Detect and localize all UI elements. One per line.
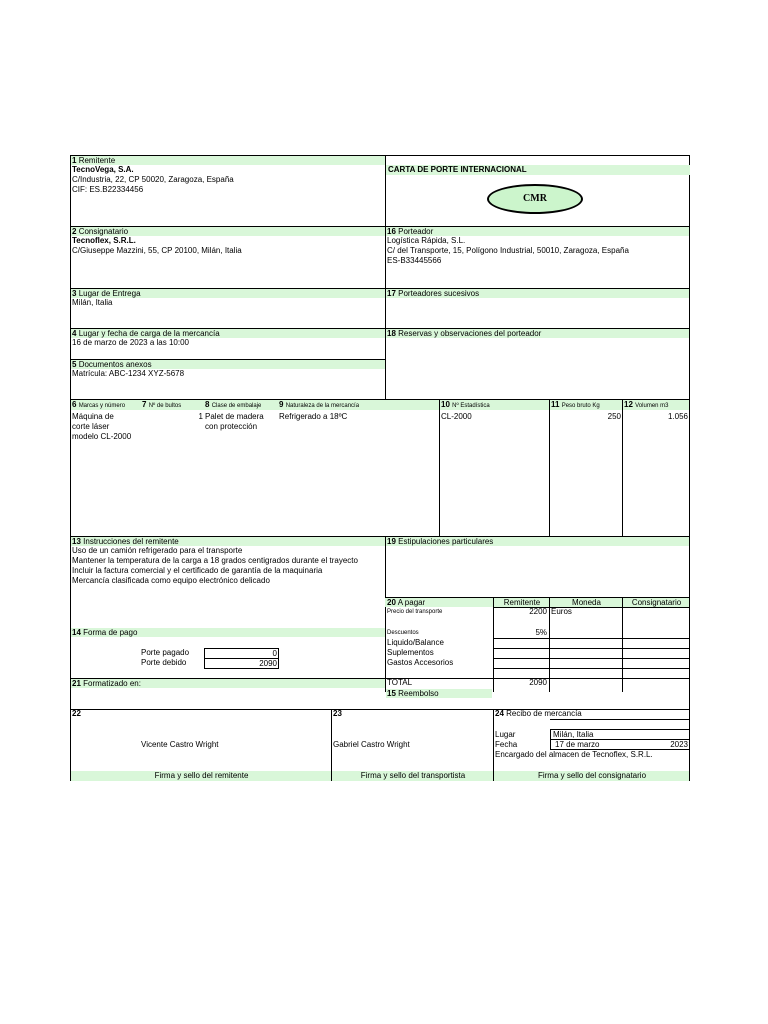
successive-num: 17 xyxy=(387,289,396,298)
goods-weight: 250 xyxy=(607,412,621,421)
stipulations-num: 19 xyxy=(387,537,396,546)
reimbursement-label: Reembolso xyxy=(398,689,439,698)
delivery-num: 3 xyxy=(72,289,77,298)
instructions-label: Instrucciones del remitente xyxy=(83,537,179,546)
h11-label: Peso bruto Kg xyxy=(561,403,600,409)
h10-label: Nº Estadística xyxy=(452,403,490,409)
place-label: Lugar xyxy=(495,730,516,739)
divider xyxy=(71,709,689,710)
row-supplements-label: Suplementos xyxy=(387,648,434,657)
h12-num: 12 xyxy=(624,400,633,409)
sig24-label: Recibo de mercancía xyxy=(506,709,582,718)
payment-header xyxy=(386,598,425,607)
consignee-num: 2 xyxy=(72,227,77,236)
carrier-address: C/ del Transporte, 15, Polígono Industrial, 50010, Zaragoza, España xyxy=(387,246,629,255)
h9-num: 9 xyxy=(279,400,284,409)
stipulations-label: Estipulaciones particulares xyxy=(398,537,494,546)
divider xyxy=(549,400,550,536)
goods-volume: 1.056 xyxy=(667,412,688,421)
divider xyxy=(439,400,440,536)
sig22-num: 22 xyxy=(72,709,81,718)
divider xyxy=(550,719,689,720)
reservations-header xyxy=(385,329,689,338)
divider xyxy=(385,338,386,399)
delivery-header xyxy=(71,289,385,298)
documents-value: Matrícula: ABC-1234 XYZ-5678 xyxy=(72,369,185,378)
discount-value: 5% xyxy=(535,628,547,637)
consignee-address: C/Giuseppe Mazzini, 55, CP 20100, Milán, Italia xyxy=(72,246,242,255)
goods-header-10 xyxy=(440,400,490,409)
payment-num: 20 xyxy=(387,598,396,607)
successive-label: Porteadores sucesivos xyxy=(398,289,480,298)
loading-value: 16 de marzo de 2023 a las 10:00 xyxy=(72,338,189,347)
delivery-label: Lugar de Entrega xyxy=(78,289,141,298)
sender-signer-name: Vicente Castro Wright xyxy=(141,740,219,749)
price-currency: Euros xyxy=(551,607,572,616)
divider xyxy=(493,648,689,649)
h7-label: Nº de bultos xyxy=(148,403,182,409)
goods-packing-line2: con protección xyxy=(205,422,258,431)
cmr-badge: CMR xyxy=(487,184,583,214)
h12-label: Volumen m3 xyxy=(635,403,669,409)
sender-address: C/Industria, 22, CP 50020, Zaragoza, España xyxy=(72,175,234,184)
reimbursement-num: 15 xyxy=(387,689,396,698)
consignee-name: Tecnoflex, S.R.L. xyxy=(72,236,136,245)
col-currency: Moneda xyxy=(572,598,601,607)
total-value: 2090 xyxy=(529,678,547,687)
sender-label: Remitente xyxy=(78,156,116,165)
h11-num: 11 xyxy=(551,400,560,409)
carrier-id: ES-B33445566 xyxy=(387,256,442,265)
carrier-name: Logística Rápida, S.L. xyxy=(387,236,466,245)
formalized-header xyxy=(71,679,385,688)
instructions-header xyxy=(71,537,385,546)
sig24-header xyxy=(495,709,582,719)
instructions-line1: Uso de un camión refrigerado para el transporte xyxy=(72,546,243,555)
loading-header xyxy=(71,329,385,338)
col-sender: Remitente xyxy=(503,598,541,607)
sender-name: TecnoVega, S.A. xyxy=(72,165,134,174)
divider xyxy=(493,638,689,639)
goods-packages: 1 xyxy=(198,412,203,421)
h10-num: 10 xyxy=(441,400,450,409)
row-total-label: TOTAL xyxy=(387,678,413,687)
payment-form-header xyxy=(71,628,385,637)
divider xyxy=(385,236,386,288)
divider xyxy=(493,668,689,669)
due-value: 2090 xyxy=(204,658,279,669)
h8-num: 8 xyxy=(205,400,210,409)
row-price-label: Precio del transporte xyxy=(387,609,443,615)
payment-form-label: Forma de pago xyxy=(83,628,138,637)
goods-marks-line2: corte láser xyxy=(72,422,110,431)
carrier-label: Porteador xyxy=(398,227,434,236)
sender-num: 1 xyxy=(72,156,77,165)
row-liquid-label: Liquido/Balance xyxy=(387,638,444,647)
price-value: 2200 xyxy=(529,607,547,616)
successive-header xyxy=(385,289,689,298)
loading-num: 4 xyxy=(72,329,77,338)
h9-label: Naturaleza de la mercancía xyxy=(285,403,360,409)
place-value: Milán, Italia xyxy=(550,729,690,740)
date-label: Fecha xyxy=(495,740,518,749)
row-expenses-label: Gastos Accesorios xyxy=(387,658,454,667)
h6-label: Marcas y número xyxy=(78,403,126,409)
reservations-num: 18 xyxy=(387,329,396,338)
consignee-label: Consignatario xyxy=(78,227,129,236)
carrier-signature-caption: Firma y sello del transportista xyxy=(332,771,493,781)
goods-packing-line1: Palet de madera xyxy=(205,412,264,421)
date-day: 17 de marzo xyxy=(555,740,600,749)
divider xyxy=(493,658,689,659)
h7-num: 7 xyxy=(142,400,147,409)
delivery-value: Milán, Italia xyxy=(72,298,113,307)
goods-marks-line3: modelo CL-2000 xyxy=(72,432,132,441)
h8-label: Clase de embalaje xyxy=(211,403,262,409)
cmr-form xyxy=(70,155,690,781)
goods-header-12 xyxy=(623,400,669,409)
divider xyxy=(385,156,386,165)
loading-label: Lugar y fecha de carga de la mercancía xyxy=(78,329,220,338)
sig24-num: 24 xyxy=(495,709,504,718)
consignee-header xyxy=(71,227,385,236)
instructions-line2: Mantener la temperatura de la carga a 18 grados centigrados durante el trayecto xyxy=(72,556,358,565)
sig23-num: 23 xyxy=(333,709,342,718)
goods-marks-line1: Máquina de xyxy=(72,412,114,421)
prepaid-value: 0 xyxy=(204,648,279,659)
formalized-num: 21 xyxy=(72,679,81,688)
divider xyxy=(385,175,386,226)
reservations-label: Reservas y observaciones del porteador xyxy=(398,329,542,338)
prepaid-label: Porte pagado xyxy=(141,648,190,657)
divider xyxy=(385,546,386,692)
divider xyxy=(622,400,623,536)
goods-header-7 xyxy=(141,400,181,409)
instructions-num: 13 xyxy=(72,537,81,546)
carrier-header xyxy=(385,227,689,236)
goods-header-9 xyxy=(278,400,359,409)
col-consignee: Consignatario xyxy=(631,598,682,607)
formalized-label: Formatizado en: xyxy=(83,679,141,688)
sender-cif: CIF: ES.B22334456 xyxy=(72,185,144,194)
consignee-signature-caption: Firma y sello del consignatario xyxy=(494,771,689,781)
instructions-line3: Incluir la factura comercial y el certificado de garantía de la maquinaria xyxy=(72,566,323,575)
sender-signature-caption: Firma y sello del remitente xyxy=(71,771,331,781)
goods-header-11 xyxy=(550,400,600,409)
documents-num: 5 xyxy=(72,360,77,369)
goods-statistic: CL-2000 xyxy=(441,412,472,421)
documents-label: Documentos anexos xyxy=(78,360,152,369)
receiver-name: Encargado del almacen de Tecnoflex, S.R.L. xyxy=(495,750,653,759)
reimbursement-header xyxy=(386,689,492,698)
goods-header-6 xyxy=(71,400,125,409)
goods-header-8 xyxy=(204,400,261,409)
sender-header xyxy=(71,156,385,165)
goods-nature: Refrigerado a 18ºC xyxy=(279,412,348,421)
date-year: 2023 xyxy=(670,740,688,749)
row-discount-label: Descuentos xyxy=(387,630,419,636)
payment-form-num: 14 xyxy=(72,628,81,637)
h6-num: 6 xyxy=(72,400,77,409)
documents-header xyxy=(71,360,385,369)
due-label: Porte debido xyxy=(141,658,187,667)
payment-label: A pagar xyxy=(397,598,426,607)
divider xyxy=(385,298,386,328)
carrier-signer-name: Gabriel Castro Wright xyxy=(333,740,410,749)
stipulations-header xyxy=(385,537,689,546)
document-title: CARTA DE PORTE INTERNACIONAL xyxy=(385,165,690,175)
carrier-num: 16 xyxy=(387,227,396,236)
instructions-line4: Mercancía clasificada como equipo electrónico delicado xyxy=(72,576,270,585)
